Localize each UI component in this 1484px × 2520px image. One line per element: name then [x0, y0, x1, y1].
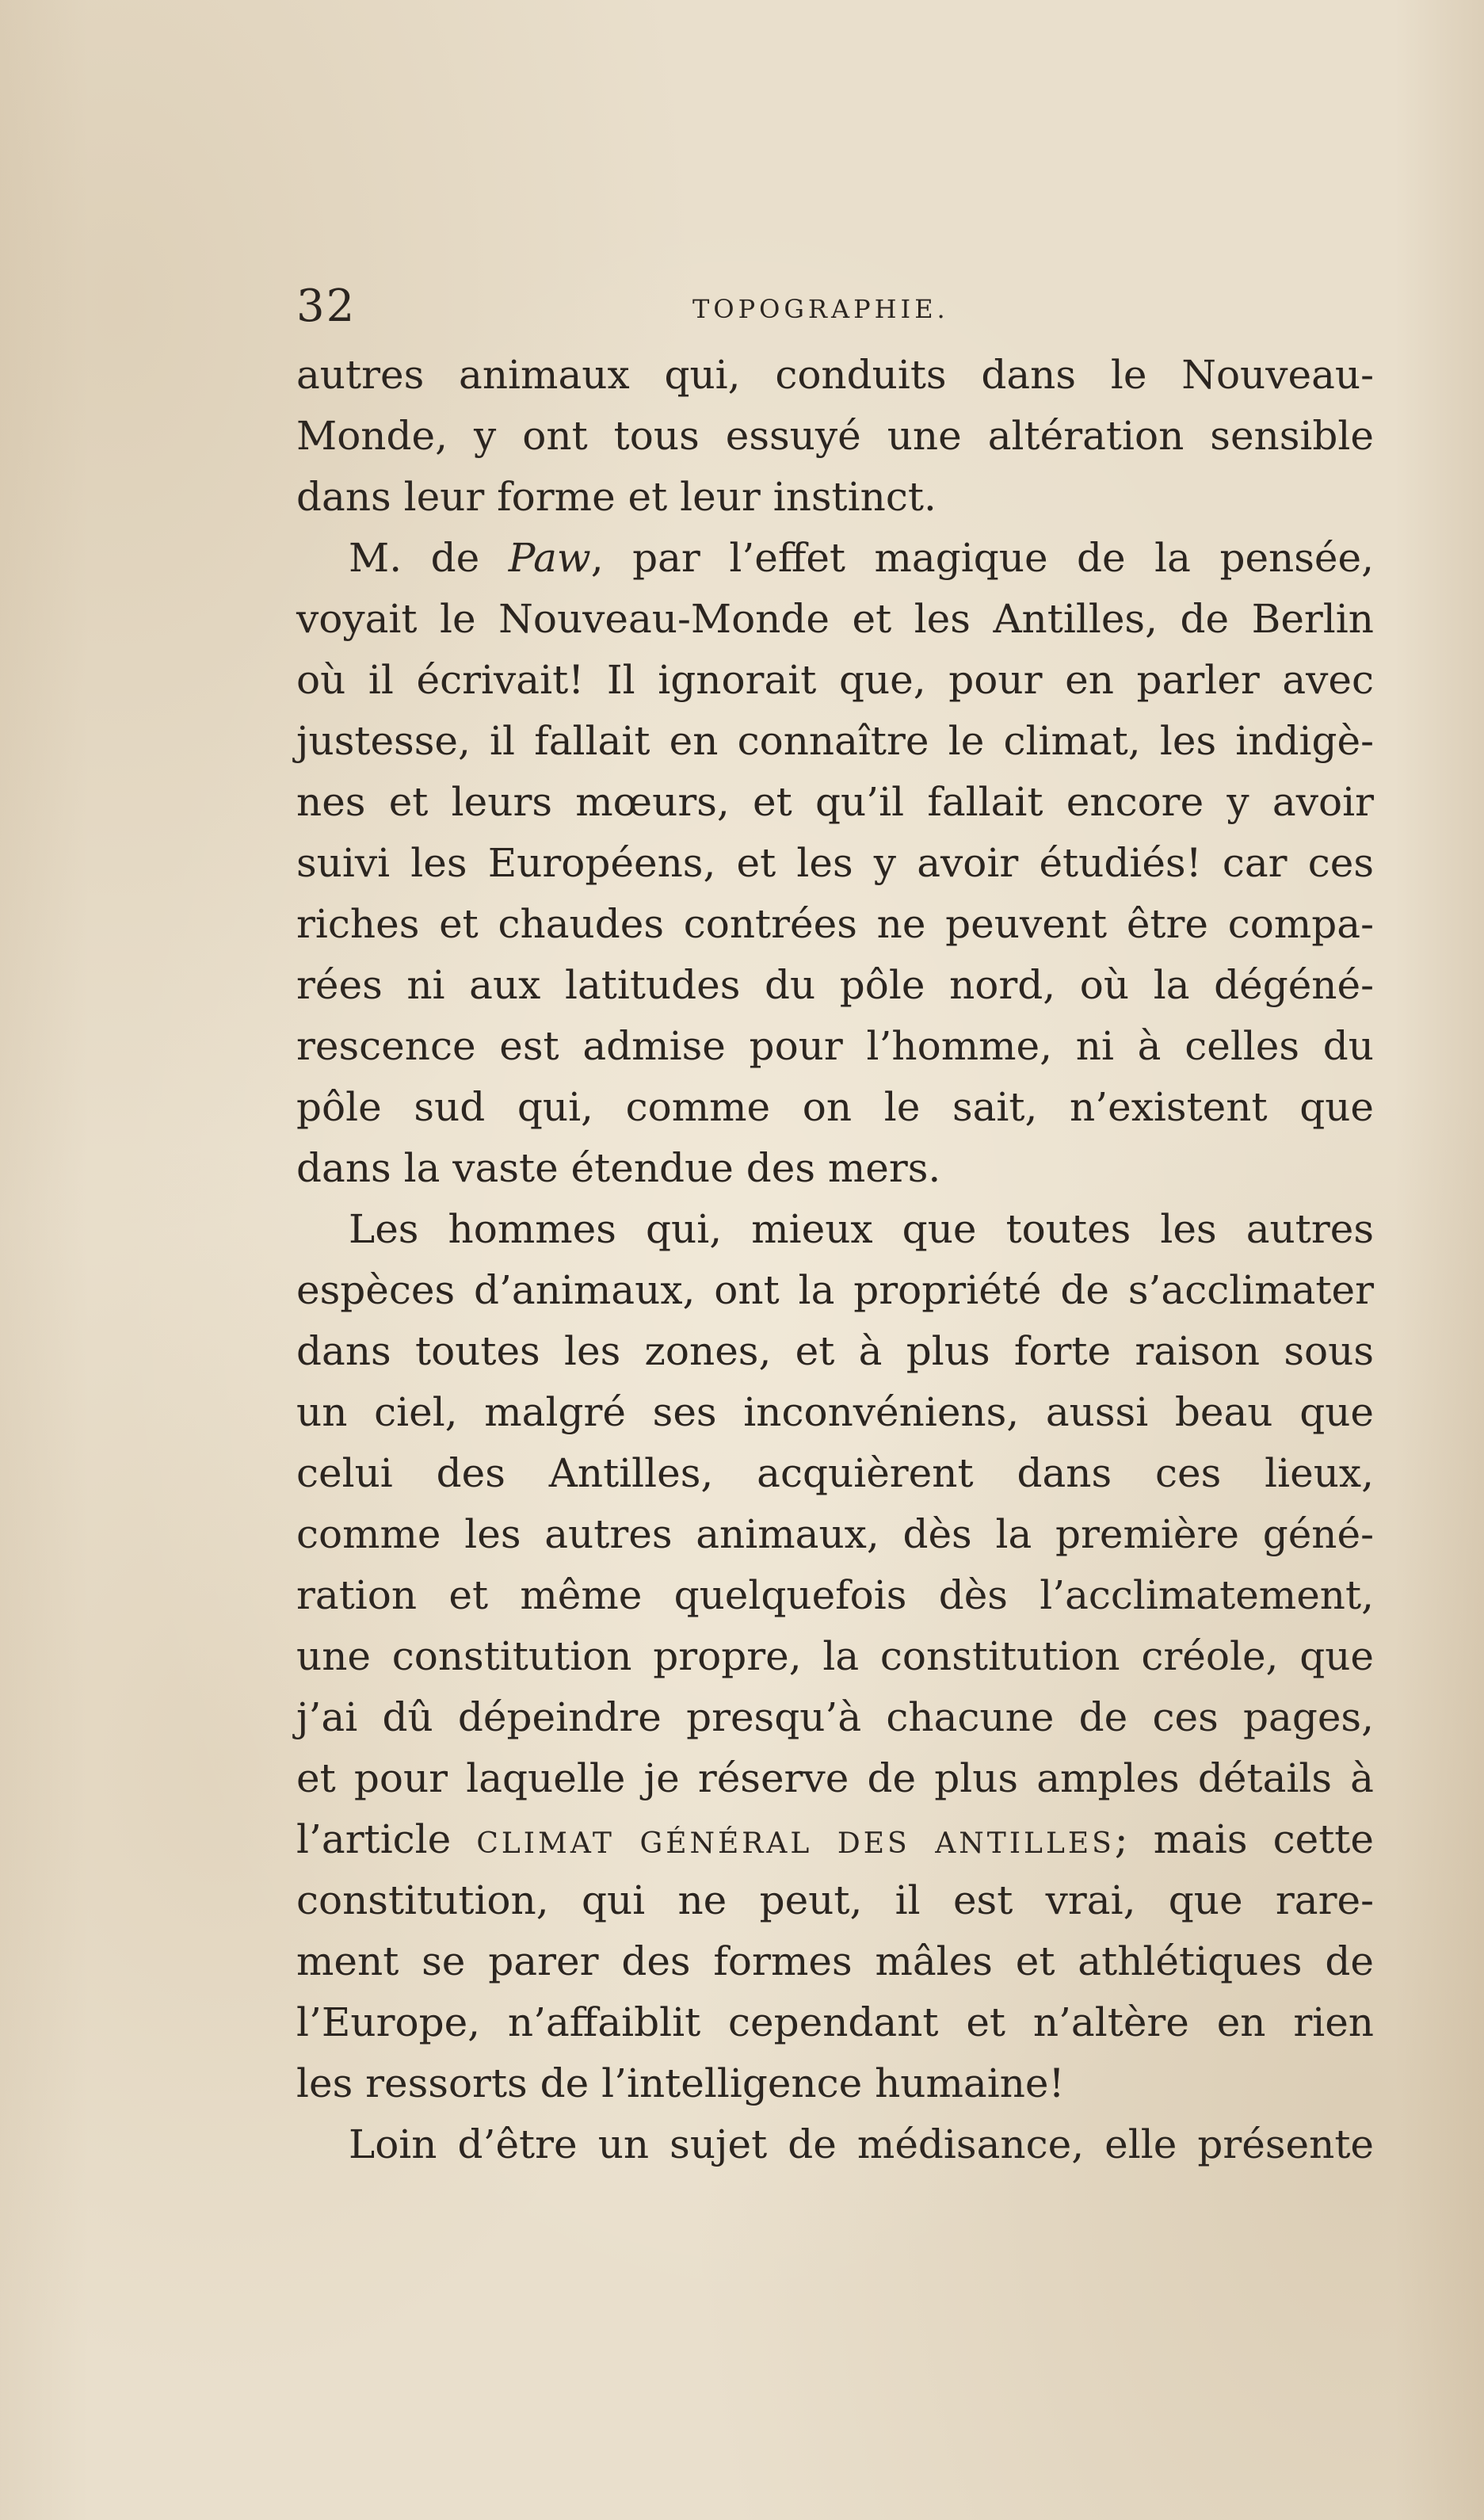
text-line: une constitution propre, la constitution créole, que	[296, 1633, 1374, 1679]
text-line: riches et chaudes contrées ne peuvent être compa-	[296, 901, 1374, 947]
line-segment: ; mais cette	[1114, 1816, 1374, 1862]
text-line: comme les autres animaux, dès la première géné-	[296, 1511, 1374, 1557]
text-line: l’Europe, n’affaiblit cependant et n’altère en rien	[296, 1999, 1374, 2045]
text-line: Les hommes qui, mieux que toutes les autres	[349, 1206, 1374, 1252]
text-line: rées ni aux latitudes du pôle nord, où la dégéné-	[296, 962, 1374, 1008]
text-line: espèces d’animaux, ont la propriété de s’acclimater	[296, 1267, 1374, 1313]
text-line: j’ai dû dépeindre presqu’à chacune de ces pages,	[296, 1694, 1374, 1740]
text-line: dans leur forme et leur instinct.	[296, 474, 937, 520]
article-title-smallcaps: CLIMAT GÉNÉRAL DES ANTILLES	[476, 1827, 1115, 1860]
text-line: un ciel, malgré ses inconvéniens, aussi beau que	[296, 1389, 1374, 1435]
line-segment: M. de	[349, 535, 509, 581]
text-line: autres animaux qui, conduits dans le Nouveau-	[296, 352, 1374, 398]
page-number: 32	[296, 281, 357, 332]
line-segment: l’article	[296, 1816, 477, 1862]
text-line: Monde, y ont tous essuyé une altération sensible	[296, 413, 1374, 459]
text-line	[296, 528, 1374, 589]
text-line: justesse, il fallait en connaître le climat, les indigè-	[296, 718, 1374, 764]
text-line: constitution, qui ne peut, il est vrai, que rare-	[296, 1877, 1374, 1923]
body-text	[296, 345, 1374, 2175]
text-line: pôle sud qui, comme on le sait, n’existent que	[296, 1084, 1374, 1130]
text-line: dans la vaste étendue des mers.	[296, 1145, 941, 1191]
running-title: TOPOGRAPHIE.	[692, 294, 949, 324]
text-line: rescence est admise pour l’homme, ni à celles du	[296, 1023, 1374, 1069]
running-head	[296, 279, 1374, 334]
text-line: ration et même quelquefois dès l’acclimatement,	[296, 1572, 1374, 1618]
text-line: les ressorts de l’intelligence humaine!	[296, 2060, 1065, 2106]
text-line: celui des Antilles, acquièrent dans ces lieux,	[296, 1450, 1374, 1496]
text-line: ment se parer des formes mâles et athlétiques de	[296, 1938, 1374, 1984]
text-line: suivi les Européens, et les y avoir étudiés! car ces	[296, 840, 1374, 886]
text-line: où il écrivait! Il ignorait que, pour en parler avec	[296, 657, 1374, 703]
text-line	[296, 1809, 1374, 1870]
text-line: voyait le Nouveau-Monde et les Antilles, de Berlin	[296, 596, 1374, 642]
text-line: Loin d’être un sujet de médisance, elle présente	[349, 2121, 1374, 2167]
text-line: dans toutes les zones, et à plus forte raison sous	[296, 1328, 1374, 1374]
text-line: nes et leurs mœurs, et qu’il fallait encore y avoir	[296, 779, 1374, 825]
line-segment: , par l’effet magique de la pensée,	[590, 535, 1374, 581]
author-name-italic: Paw	[508, 535, 591, 581]
text-line: et pour laquelle je réserve de plus amples détails à	[296, 1755, 1374, 1801]
